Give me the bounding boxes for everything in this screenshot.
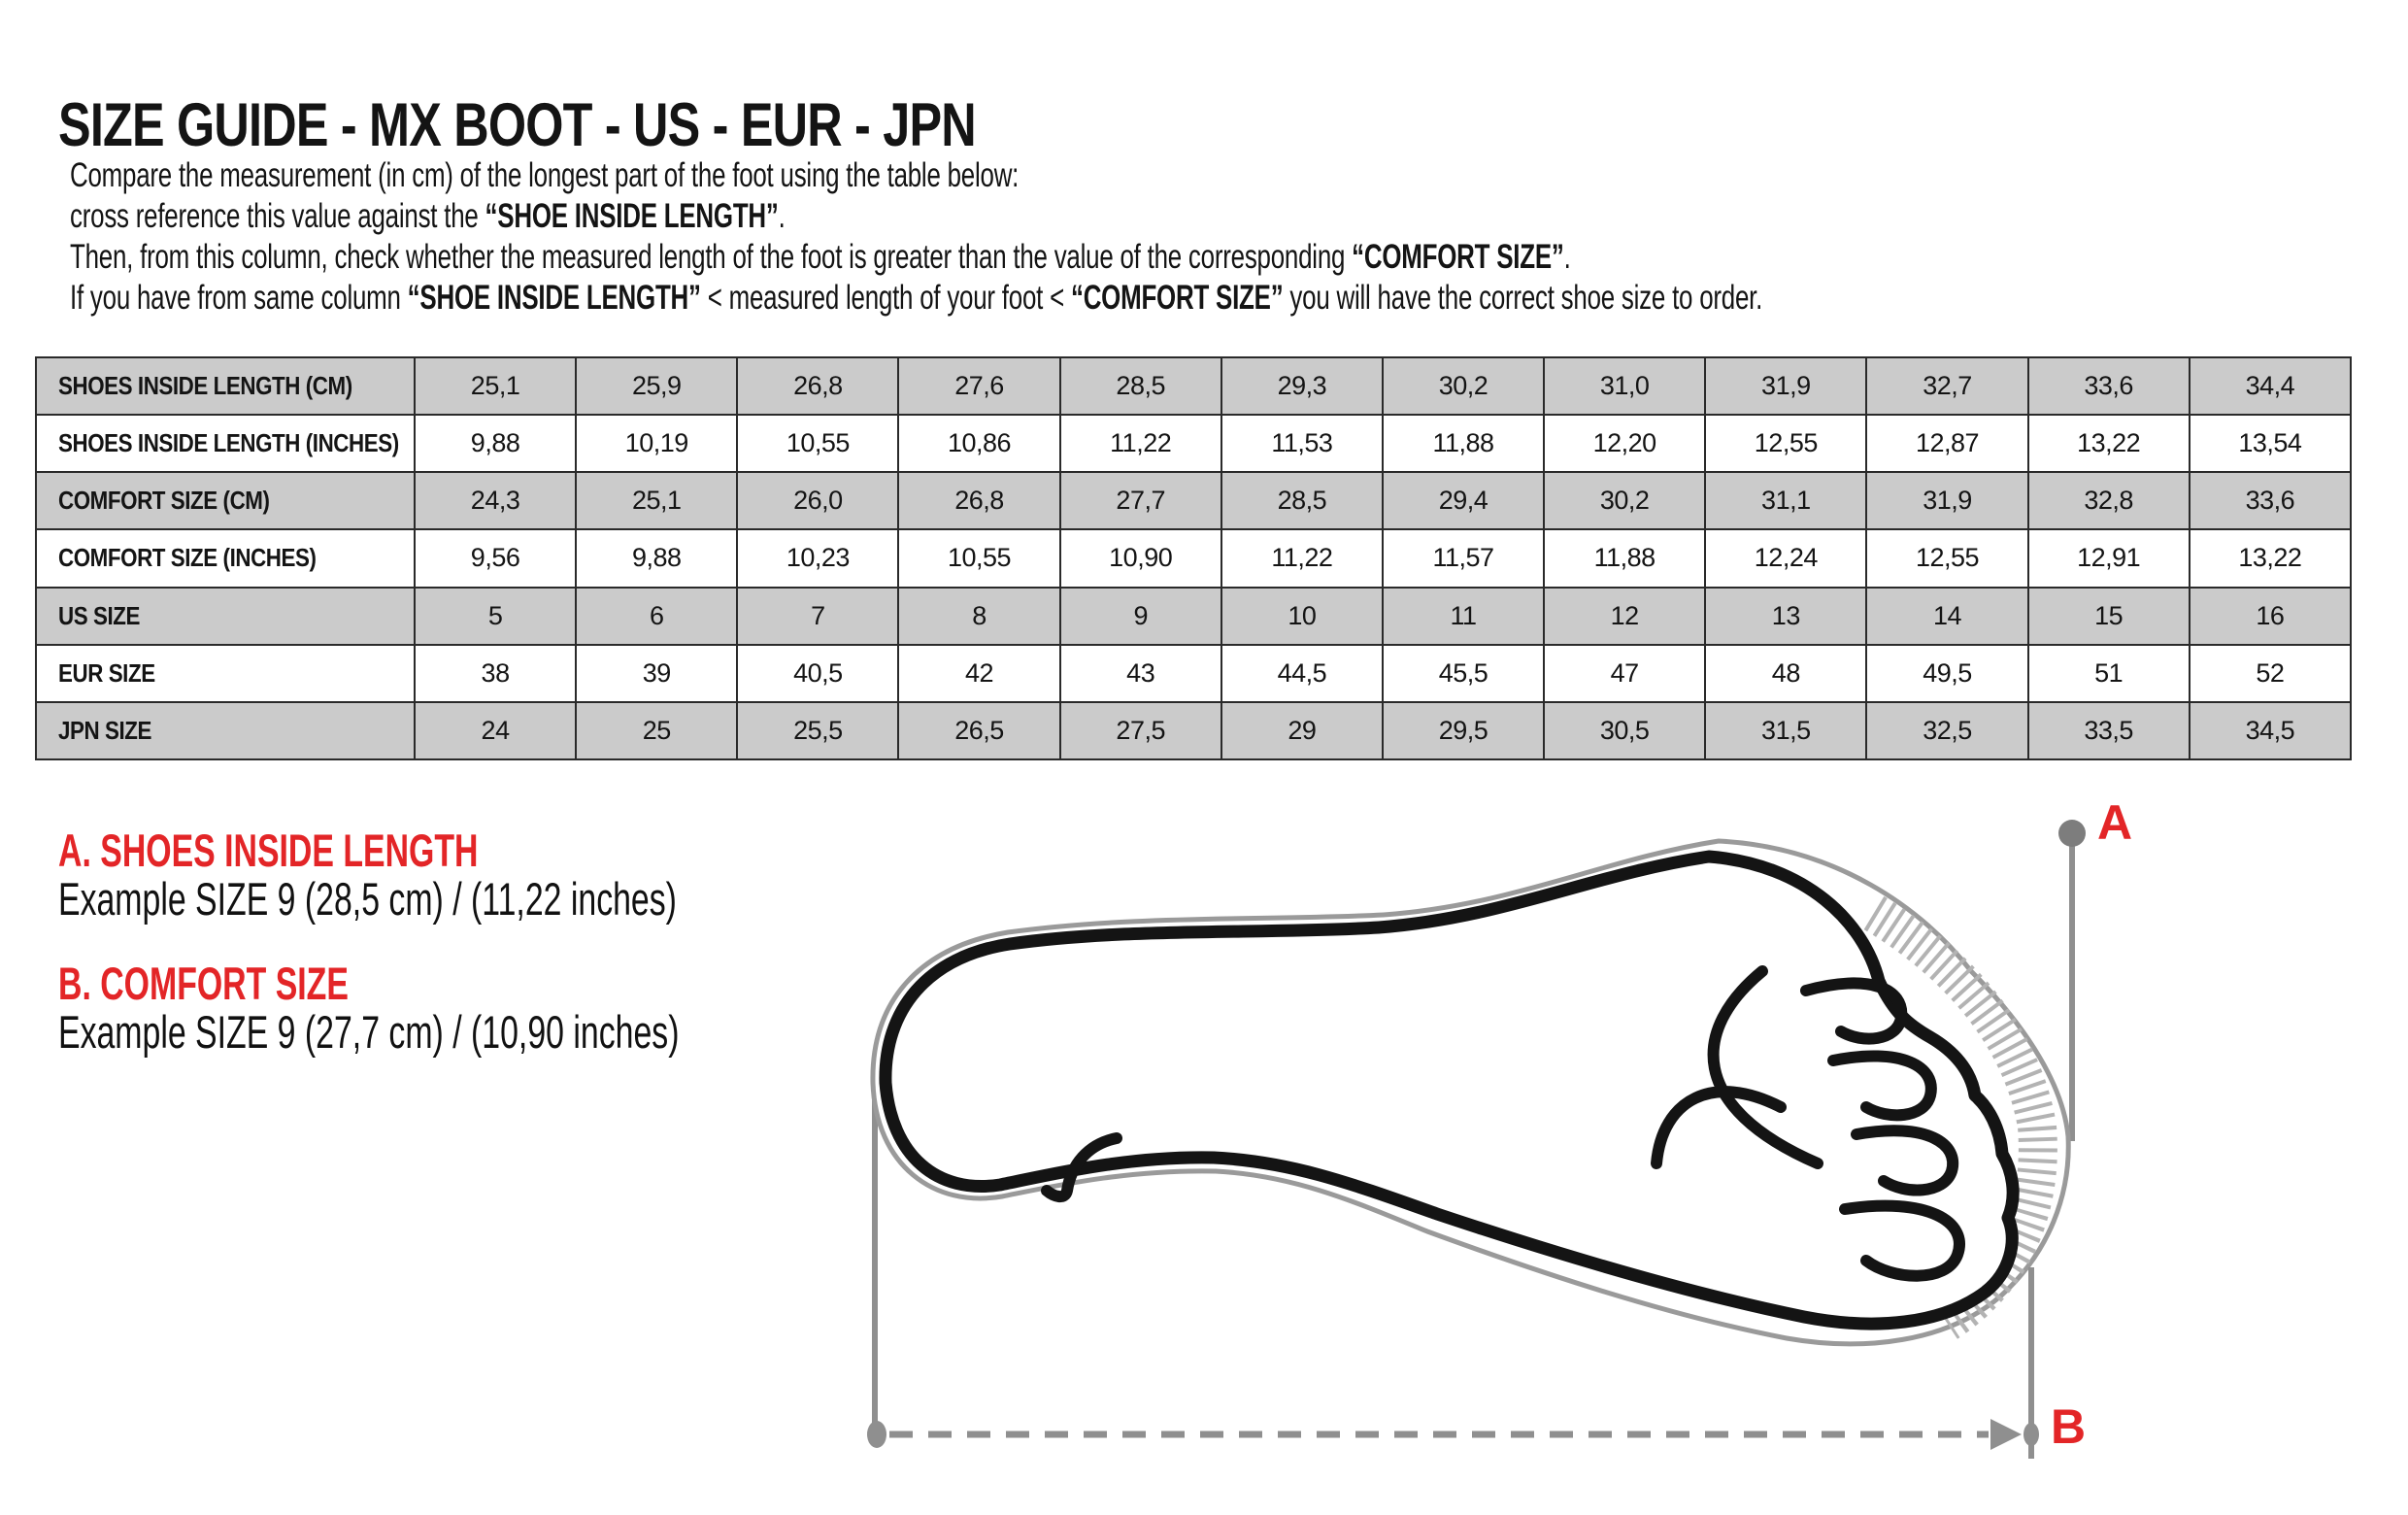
table-cell: 11 <box>1383 588 1544 645</box>
table-cell: 12,87 <box>1866 415 2027 472</box>
a-measure-dot <box>2058 820 2086 847</box>
table-cell: 25,9 <box>576 357 737 415</box>
intro-text-run: If you have from same column <box>70 279 408 317</box>
table-cell: 49,5 <box>1866 645 2027 702</box>
table-cell: 6 <box>576 588 737 645</box>
row-label: COMFORT SIZE (INCHES) <box>36 529 415 587</box>
table-cell: 24,3 <box>415 472 576 529</box>
row-label: SHOES INSIDE LENGTH (CM) <box>36 357 415 415</box>
dashed-start-dot <box>867 1421 886 1448</box>
table-cell: 24 <box>415 702 576 759</box>
table-cell: 9 <box>1060 588 1221 645</box>
table-cell: 44,5 <box>1221 645 1383 702</box>
table-cell: 34,4 <box>2190 357 2351 415</box>
table-cell: 47 <box>1544 645 1705 702</box>
legend-a-heading: A. SHOES INSIDE LENGTH <box>58 825 479 876</box>
table-cell: 31,0 <box>1544 357 1705 415</box>
legend-b-example: Example SIZE 9 (27,7 cm) / (10,90 inches) <box>58 1006 680 1058</box>
table-cell: 30,5 <box>1544 702 1705 759</box>
table-cell: 8 <box>898 588 1059 645</box>
intro-text-run: you will have the correct shoe size to order. <box>1283 279 1763 317</box>
table-cell: 11,57 <box>1383 529 1544 587</box>
intro-bold-run: “COMFORT SIZE” <box>1070 279 1284 317</box>
table-cell: 11,22 <box>1060 415 1221 472</box>
arrowhead <box>1990 1419 2022 1450</box>
intro-bold-run: “COMFORT SIZE” <box>1352 238 1564 276</box>
table-cell: 26,5 <box>898 702 1059 759</box>
table-cell: 31,9 <box>1866 472 2027 529</box>
row-label: US SIZE <box>36 588 415 645</box>
table-cell: 5 <box>415 588 576 645</box>
table-cell: 10,19 <box>576 415 737 472</box>
row-label: COMFORT SIZE (CM) <box>36 472 415 529</box>
intro-text-run: < measured length of your foot < <box>700 279 1071 317</box>
table-cell: 10,55 <box>898 529 1059 587</box>
table-cell: 11,53 <box>1221 415 1383 472</box>
table-cell: 29,5 <box>1383 702 1544 759</box>
table-cell: 34,5 <box>2190 702 2351 759</box>
table-cell: 9,56 <box>415 529 576 587</box>
table-cell: 48 <box>1705 645 1866 702</box>
table-cell: 39 <box>576 645 737 702</box>
page-title-bold: - MX BOOT - US - EUR - JPN <box>340 91 976 159</box>
intro-bold-run: “SHOE INSIDE LENGTH” <box>407 279 701 317</box>
table-cell: 15 <box>2028 588 2190 645</box>
table-cell: 9,88 <box>415 415 576 472</box>
table-cell: 9,88 <box>576 529 737 587</box>
table-cell: 38 <box>415 645 576 702</box>
table-cell: 25,1 <box>415 357 576 415</box>
table-cell: 31,1 <box>1705 472 1866 529</box>
table-cell: 33,6 <box>2190 472 2351 529</box>
table-cell: 12,55 <box>1866 529 2027 587</box>
table-cell: 7 <box>737 588 898 645</box>
table-cell: 13,54 <box>2190 415 2351 472</box>
table-cell: 32,5 <box>1866 702 2027 759</box>
b-line-dot <box>2023 1423 2039 1446</box>
table-cell: 14 <box>1866 588 2027 645</box>
table-cell: 29,4 <box>1383 472 1544 529</box>
table-cell: 51 <box>2028 645 2190 702</box>
table-cell: 28,5 <box>1221 472 1383 529</box>
table-cell: 12,91 <box>2028 529 2190 587</box>
table-cell: 25,5 <box>737 702 898 759</box>
intro-text-run: . <box>1563 238 1571 276</box>
table-cell: 13,22 <box>2028 415 2190 472</box>
intro-text-run: cross reference this value against the <box>70 197 485 235</box>
table-cell: 40,5 <box>737 645 898 702</box>
intro-text-run: . <box>778 197 786 235</box>
legend-b-heading: B. COMFORT SIZE <box>58 958 349 1009</box>
intro-text-run: Compare the measurement (in cm) of the longest part of the foot using the table below: <box>70 156 1020 194</box>
table-cell: 26,0 <box>737 472 898 529</box>
row-label: SHOES INSIDE LENGTH (INCHES) <box>36 415 415 472</box>
label-a: A <box>2097 795 2133 850</box>
table-cell: 10,23 <box>737 529 898 587</box>
table-cell: 12,55 <box>1705 415 1866 472</box>
table-cell: 12,24 <box>1705 529 1866 587</box>
table-cell: 12 <box>1544 588 1705 645</box>
table-cell: 11,88 <box>1383 415 1544 472</box>
table-cell: 27,5 <box>1060 702 1221 759</box>
table-cell: 43 <box>1060 645 1221 702</box>
table-cell: 10,90 <box>1060 529 1221 587</box>
table-cell: 31,9 <box>1705 357 1866 415</box>
table-cell: 13,22 <box>2190 529 2351 587</box>
table-cell: 27,6 <box>898 357 1059 415</box>
table-cell: 30,2 <box>1544 472 1705 529</box>
table-cell: 52 <box>2190 645 2351 702</box>
row-label: EUR SIZE <box>36 645 415 702</box>
table-cell: 28,5 <box>1060 357 1221 415</box>
table-cell: 12,20 <box>1544 415 1705 472</box>
table-cell: 10 <box>1221 588 1383 645</box>
table-cell: 32,7 <box>1866 357 2027 415</box>
intro-text-run: Then, from this column, check whether the measured length of the foot is greater than the value of the corresponding <box>70 238 1353 276</box>
table-cell: 11,88 <box>1544 529 1705 587</box>
table-cell: 10,86 <box>898 415 1059 472</box>
table-cell: 42 <box>898 645 1059 702</box>
table-cell: 33,6 <box>2028 357 2190 415</box>
table-cell: 29 <box>1221 702 1383 759</box>
table-cell: 10,55 <box>737 415 898 472</box>
table-cell: 16 <box>2190 588 2351 645</box>
legend-a-example: Example SIZE 9 (28,5 cm) / (11,22 inches) <box>58 873 677 925</box>
row-label: JPN SIZE <box>36 702 415 759</box>
table-cell: 11,22 <box>1221 529 1383 587</box>
label-b: B <box>2051 1399 2087 1454</box>
table-cell: 30,2 <box>1383 357 1544 415</box>
table-cell: 26,8 <box>737 357 898 415</box>
page-title-regular: SIZE GUIDE <box>58 91 341 159</box>
table-cell: 25,1 <box>576 472 737 529</box>
table-cell: 29,3 <box>1221 357 1383 415</box>
table-cell: 13 <box>1705 588 1866 645</box>
intro-bold-run: “SHOE INSIDE LENGTH” <box>485 197 779 235</box>
table-cell: 45,5 <box>1383 645 1544 702</box>
table-cell: 32,8 <box>2028 472 2190 529</box>
table-cell: 27,7 <box>1060 472 1221 529</box>
table-cell: 31,5 <box>1705 702 1866 759</box>
table-cell: 33,5 <box>2028 702 2190 759</box>
table-cell: 26,8 <box>898 472 1059 529</box>
table-cell: 25 <box>576 702 737 759</box>
